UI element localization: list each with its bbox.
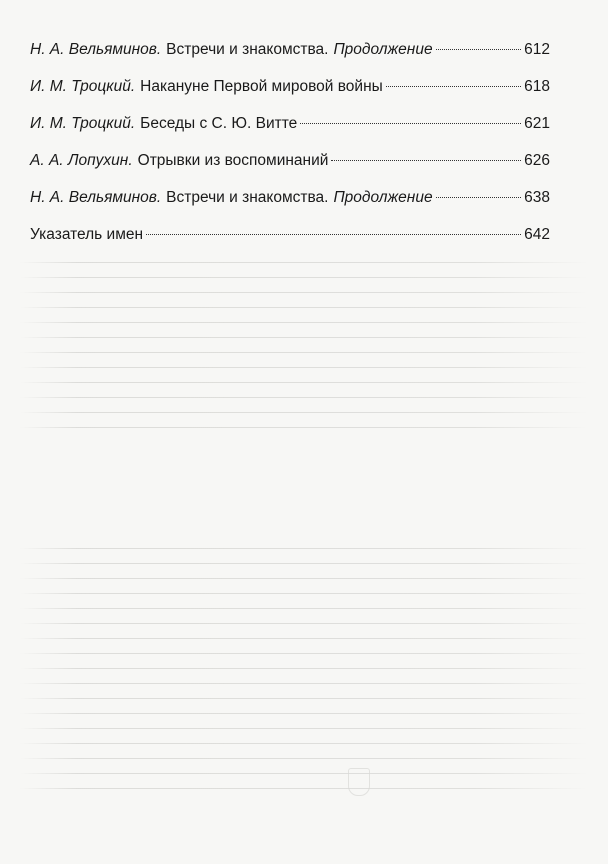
dot-leader xyxy=(386,86,521,87)
bleed-through-contents xyxy=(20,548,588,803)
toc-page-number: 642 xyxy=(524,226,550,243)
toc-title-suffix: Продолжение xyxy=(333,41,433,58)
toc-page-number: 621 xyxy=(524,115,550,132)
toc-title: Беседы с С. Ю. Витте xyxy=(140,115,298,132)
toc-entry xyxy=(30,188,550,225)
toc-title: Накануне Первой мировой войны xyxy=(140,78,383,95)
toc-entry xyxy=(30,40,550,77)
toc-entry xyxy=(30,114,550,151)
dot-leader xyxy=(436,197,522,198)
toc-author: Н. А. Вельяминов. xyxy=(30,41,162,58)
toc-entry-index xyxy=(30,225,550,262)
dot-leader xyxy=(146,234,521,235)
toc-title: Отрывки из воспоминаний xyxy=(137,152,329,169)
dot-leader xyxy=(331,160,521,161)
dot-leader xyxy=(436,49,522,50)
bleed-through-text xyxy=(20,262,588,442)
toc-title-suffix: Продолжение xyxy=(333,189,433,206)
toc-entry xyxy=(30,151,550,188)
toc-author: И. М. Троцкий. xyxy=(30,78,136,95)
toc-entry xyxy=(30,77,550,114)
publisher-emblem-bleed-through xyxy=(348,768,370,796)
toc-page-number: 626 xyxy=(524,152,550,169)
dot-leader xyxy=(300,123,521,124)
toc-page-number: 618 xyxy=(524,78,550,95)
table-of-contents xyxy=(30,40,550,262)
toc-author: И. М. Троцкий. xyxy=(30,115,136,132)
toc-page-number: 612 xyxy=(524,41,550,58)
toc-author: А. А. Лопухин. xyxy=(30,152,133,169)
toc-author: Н. А. Вельяминов. xyxy=(30,189,162,206)
toc-page-number: 638 xyxy=(524,189,550,206)
toc-title: Встречи и знакомства. xyxy=(166,189,329,206)
toc-title: Встречи и знакомства. xyxy=(166,41,329,58)
toc-title: Указатель имен xyxy=(30,226,144,243)
